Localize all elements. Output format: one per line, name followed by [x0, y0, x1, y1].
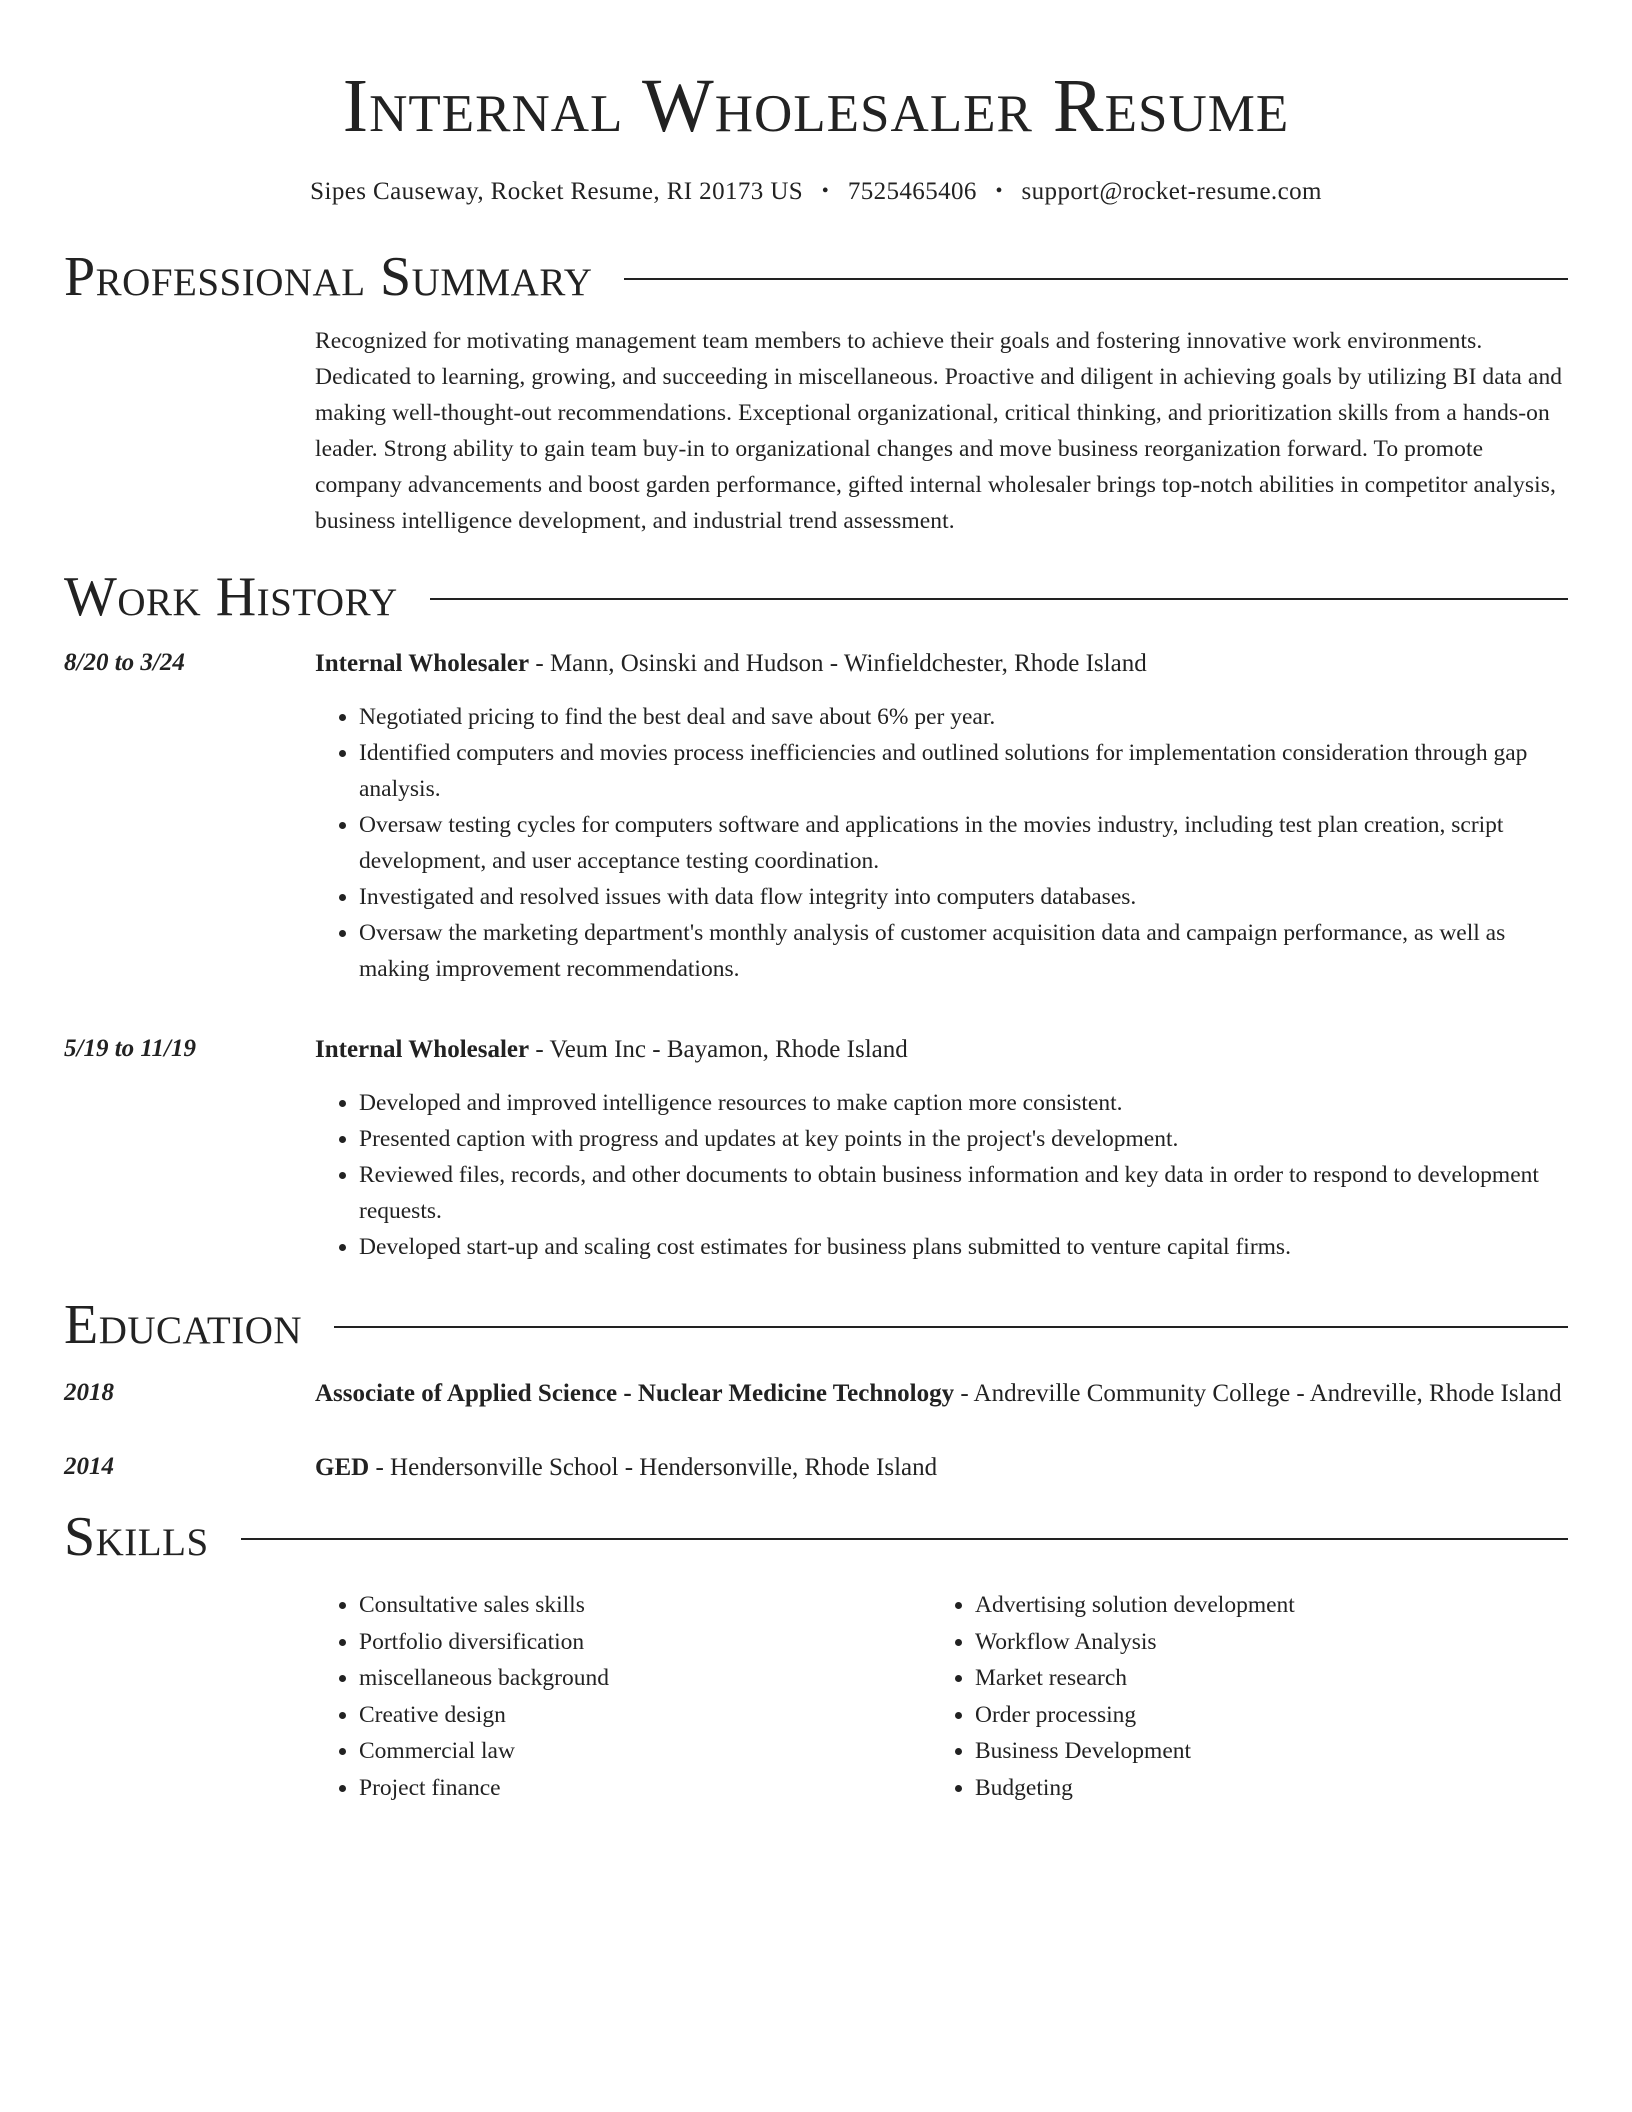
work-dates: 8/20 to 3/24 — [64, 649, 185, 676]
list-item: • Workflow Analysis — [975, 1624, 1547, 1661]
contact-line — [64, 174, 1568, 209]
list-item: • Oversaw the marketing department's monthly analysis of customer acquisition data and campaign performance, as well as making improvement recommendations. — [359, 915, 1568, 987]
list-item: • Identified computers and movies process inefficiencies and outlined solutions for implementation consideration through gap analysis. — [359, 735, 1568, 807]
resume-page — [64, 0, 1568, 1806]
education-section-header — [64, 1293, 1568, 1357]
list-item: • Oversaw testing cycles for computers software and applications in the movies industry, including test plan creation, script development, and user acceptance testing coordination. — [359, 807, 1568, 879]
list-item: • Negotiated pricing to find the best deal and save about 6% per year. — [359, 699, 1568, 735]
summary-section-header — [64, 245, 1568, 309]
list-item: • Developed and improved intelligence resources to make caption more consistent. — [359, 1085, 1568, 1121]
school-details: - Hendersonville School - Hendersonville, Rhode Island — [369, 1454, 938, 1481]
work-entry — [64, 645, 1568, 987]
skills-section-header — [64, 1505, 1568, 1569]
summary-heading: Professional Summary — [64, 246, 593, 308]
list-item: • Project finance — [359, 1770, 931, 1807]
contact-phone: 7525465406 — [847, 178, 977, 205]
section-divider — [334, 1326, 1568, 1328]
education-entry — [64, 1375, 1568, 1413]
list-item: • Order processing — [975, 1697, 1547, 1734]
skills-column-left — [315, 1587, 931, 1806]
work-role — [315, 645, 1568, 683]
list-item: • Consultative sales skills — [359, 1587, 931, 1624]
work-role — [315, 1031, 1568, 1069]
work-dates: 5/19 to 11/19 — [64, 1035, 196, 1062]
list-item: • Advertising solution development — [975, 1587, 1547, 1624]
school-details: - Andreville Community College - Andreville, Rhode Island — [954, 1380, 1562, 1407]
work-bullets — [315, 699, 1568, 987]
list-item: • Developed start-up and scaling cost estimates for business plans submitted to venture capital firms. — [359, 1229, 1568, 1265]
work-section-header — [64, 565, 1568, 629]
separator-bullet: • — [995, 180, 1003, 202]
education-heading: Education — [64, 1294, 303, 1356]
list-item: • Budgeting — [975, 1770, 1547, 1807]
job-details: - Veum Inc - Bayamon, Rhode Island — [529, 1036, 908, 1063]
list-item: • Business Development — [975, 1733, 1547, 1770]
job-details: - Mann, Osinski and Hudson - Winfieldchester, Rhode Island — [529, 650, 1147, 677]
education-year: 2018 — [64, 1379, 114, 1406]
list-item: • miscellaneous background — [359, 1660, 931, 1697]
list-item: • Presented caption with progress and updates at key points in the project's development. — [359, 1121, 1568, 1157]
resume-title: Internal Wholesaler Resume — [342, 64, 1290, 148]
section-divider — [430, 598, 1568, 600]
work-bullets — [315, 1085, 1568, 1265]
skills-column-right — [931, 1587, 1547, 1806]
list-item: • Creative design — [359, 1697, 931, 1734]
list-item: • Investigated and resolved issues with data flow integrity into computers databases. — [359, 879, 1568, 915]
section-divider — [241, 1538, 1568, 1540]
job-title: Internal Wholesaler — [315, 650, 530, 677]
summary-text: Recognized for motivating management team members to achieve their goals and fostering innovative work environments. Dedicated to learning, growing, and succeeding in miscellaneous. Proactive and diligent in achieving goals by utilizing BI data and making well-thought-out recommendations. Exceptional organizational, critical thinking, and prioritization skills from a hands-on leader. Strong ability to gain team buy-in to organizational changes and move business reorganization forward. To promote company advancements and boost garden performance, gifted internal wholesaler brings top-notch abilities in competitor analysis, business intelligence development, and industrial trend assessment. — [315, 328, 1563, 534]
job-title: Internal Wholesaler — [315, 1036, 530, 1063]
education-entry — [64, 1449, 1568, 1487]
education-details — [315, 1375, 1568, 1413]
contact-email: support@rocket-resume.com — [1021, 178, 1322, 205]
list-item: • Portfolio diversification — [359, 1624, 931, 1661]
list-item: • Commercial law — [359, 1733, 931, 1770]
education-details — [315, 1449, 1568, 1487]
work-entry — [64, 1031, 1568, 1265]
skills-list — [315, 1587, 1568, 1806]
separator-bullet: • — [821, 180, 830, 202]
work-heading: Work History — [64, 566, 398, 628]
skills-heading: Skills — [64, 1506, 209, 1568]
list-item: • Reviewed files, records, and other documents to obtain business information and key data in order to respond to development requests. — [359, 1157, 1568, 1229]
contact-address: Sipes Causeway, Rocket Resume, RI 20173 US — [310, 178, 804, 205]
degree-name: GED — [315, 1454, 370, 1481]
degree-name: Associate of Applied Science - Nuclear Medicine Technology — [315, 1380, 955, 1407]
section-divider — [624, 278, 1568, 280]
list-item: • Market research — [975, 1660, 1547, 1697]
education-year: 2014 — [64, 1453, 114, 1480]
